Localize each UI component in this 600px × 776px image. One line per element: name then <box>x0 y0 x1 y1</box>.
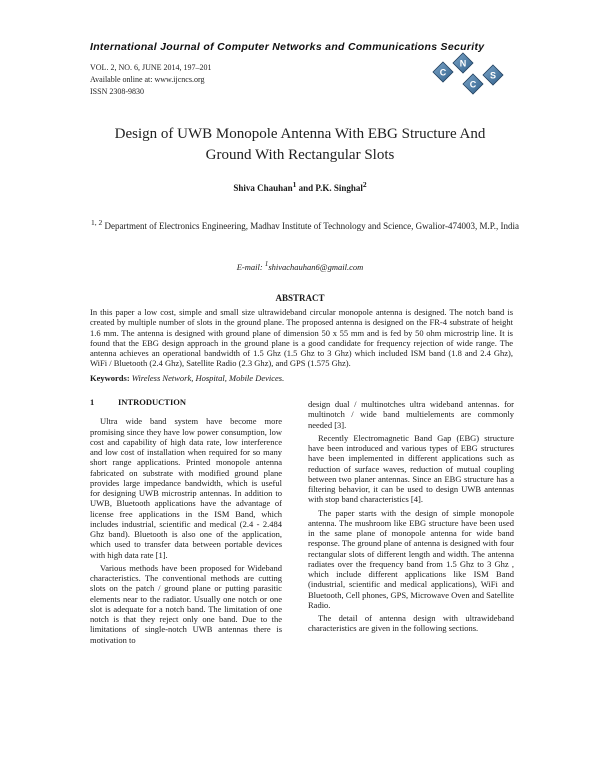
paragraph: The paper starts with the design of simple monopole antenna. The mushroom like EBG structure have been used in the same plane of monopole antenna for wide band response. The ground plane of antenna is designed with four rectangular slots of different length and width. The antenna radiates over the frequency band from 1.5 Ghz to 3 Ghz , which include different applications like ISM Band (industrial, scientific and medical applications), WiFi and Bluetooth, Cell phones, GPS, Microwave Oven and Satellite Radio. <box>308 507 514 610</box>
author-2: P.K. Singhal <box>315 183 363 193</box>
paragraph: Recently Electromagnetic Band Gap (EBG) structure have been introduced and various types of EBG structures have been implemented in different applications such as reduction of surface waves, reduction of mutual coupling between two planer antennas. Since an EBG structure has a filtering behavior, it can be used to design UWB antennas with stop band characteristics [4]. <box>308 432 514 505</box>
journal-meta <box>90 62 212 98</box>
abstract-text: In this paper a low cost, simple and small size ultrawideband circular monopole antenna is designed. The notch band is created by multiple number of slots in the ground plane. The proposed antenna is designed on the FR-4 substrate of height 1.6 mm. The antenna is designed with ground plane of dimension 50 x 55 mm and is fed by 50 ohm microstrip line. It is found that the EBG design approach in the ground plane is a good candidate for frequency rejection of wide range. The antenna achieves an operational bandwidth of 1.5 Ghz (1.5 Ghz to 3 Ghz) which included ISM band (1.8 and 2.4 Ghz), WiFi / Bluetooth (2.4 Ghz), Satellite Radio (2.3 Ghz), and GPS (1.575 Ghz). <box>90 307 513 369</box>
section-number: 1 <box>90 397 95 407</box>
keywords-label: Keywords: <box>90 373 130 383</box>
affiliation-sup: 1, 2 <box>91 218 103 227</box>
logo-diamond-4 <box>483 65 503 85</box>
logo-letter: S <box>489 70 497 81</box>
email <box>0 260 600 272</box>
journal-logo <box>430 52 508 102</box>
section-heading <box>90 397 282 407</box>
logo-letter: N <box>459 58 467 69</box>
paper-title-line-2: Ground With Rectangular Slots <box>205 147 395 163</box>
paragraph: The detail of antenna design with ultrawideband characteristics are given in the following sections. <box>308 613 514 634</box>
paragraph: Ultra wide band system have become more promising since they have low power consumption, low cost and capability of high data rate, low interference and low cost of installation when required for so many short range applications. Printed monopole antenna fabricated on substrate with modified ground plane provides large impedance bandwidth, which is useful for designing UWB microstrip antennas. In addition to UWB, Bluetooth applications have the advantage of license free applications in the ISM Band, which includes industrial, scientific and medical (2.4 - 2.484 Ghz band). Bluetooth is also one of the application, which used to transfer data between portable devices with high data rate [1]. <box>90 416 282 560</box>
authors-and: and <box>296 183 316 193</box>
volume-info: VOL. 2, NO. 6, JUNE 2014, 197–201 <box>90 63 212 72</box>
paper-title-line-1: Design of UWB Monopole Antenna With EBG Structure And <box>114 126 486 142</box>
logo-letter: C <box>469 79 477 90</box>
right-column <box>308 399 514 637</box>
abstract-heading: ABSTRACT <box>275 293 325 303</box>
logo-diamond-1 <box>433 62 453 82</box>
left-column <box>90 397 282 648</box>
author-2-sup: 2 <box>362 180 367 189</box>
logo-diamond-2 <box>453 53 473 73</box>
email-label: E-mail: <box>236 261 265 272</box>
keywords <box>90 373 284 383</box>
issn-info: ISSN 2308-9830 <box>90 87 145 96</box>
journal-title: International Journal of Computer Networks and Communications Security <box>90 41 485 53</box>
email-sup: 1 <box>264 260 269 268</box>
affiliation <box>90 212 520 237</box>
keywords-text: Wireless Network, Hospital, Mobile Devices. <box>129 373 285 383</box>
author-1-sup: 1 <box>292 180 297 189</box>
logo-diamond-3 <box>463 74 483 94</box>
logo-letter: C <box>439 67 447 78</box>
paragraph: Various methods have been proposed for Wideband characteristics. The conventional methods are cutting slots on the patch / ground plane or putting parasitic elements near to the radiator. Usually one notch or one slot is adequate for a notch band. The limitation of one notch is that they reject only one band. Due to the limitations of single-notch UWB antennas there is motivation to <box>90 562 282 645</box>
authors <box>0 180 600 193</box>
paragraph: design dual / multinotches ultra wideband antennas. for multinotch / wide band multielements are commonly needed [3]. <box>308 399 514 430</box>
email-address[interactable]: shivachauhan6@gmail.com <box>268 261 364 272</box>
affiliation-text: Department of Electronics Engineering, Madhav Institute of Technology and Science, Gwalior-474003, M.P., India <box>102 221 519 231</box>
paper-title <box>70 124 530 166</box>
online-info: Available online at: www.ijcncs.org <box>90 75 205 84</box>
section-title: INTRODUCTION <box>118 397 187 407</box>
author-1: Shiva Chauhan <box>233 183 293 193</box>
